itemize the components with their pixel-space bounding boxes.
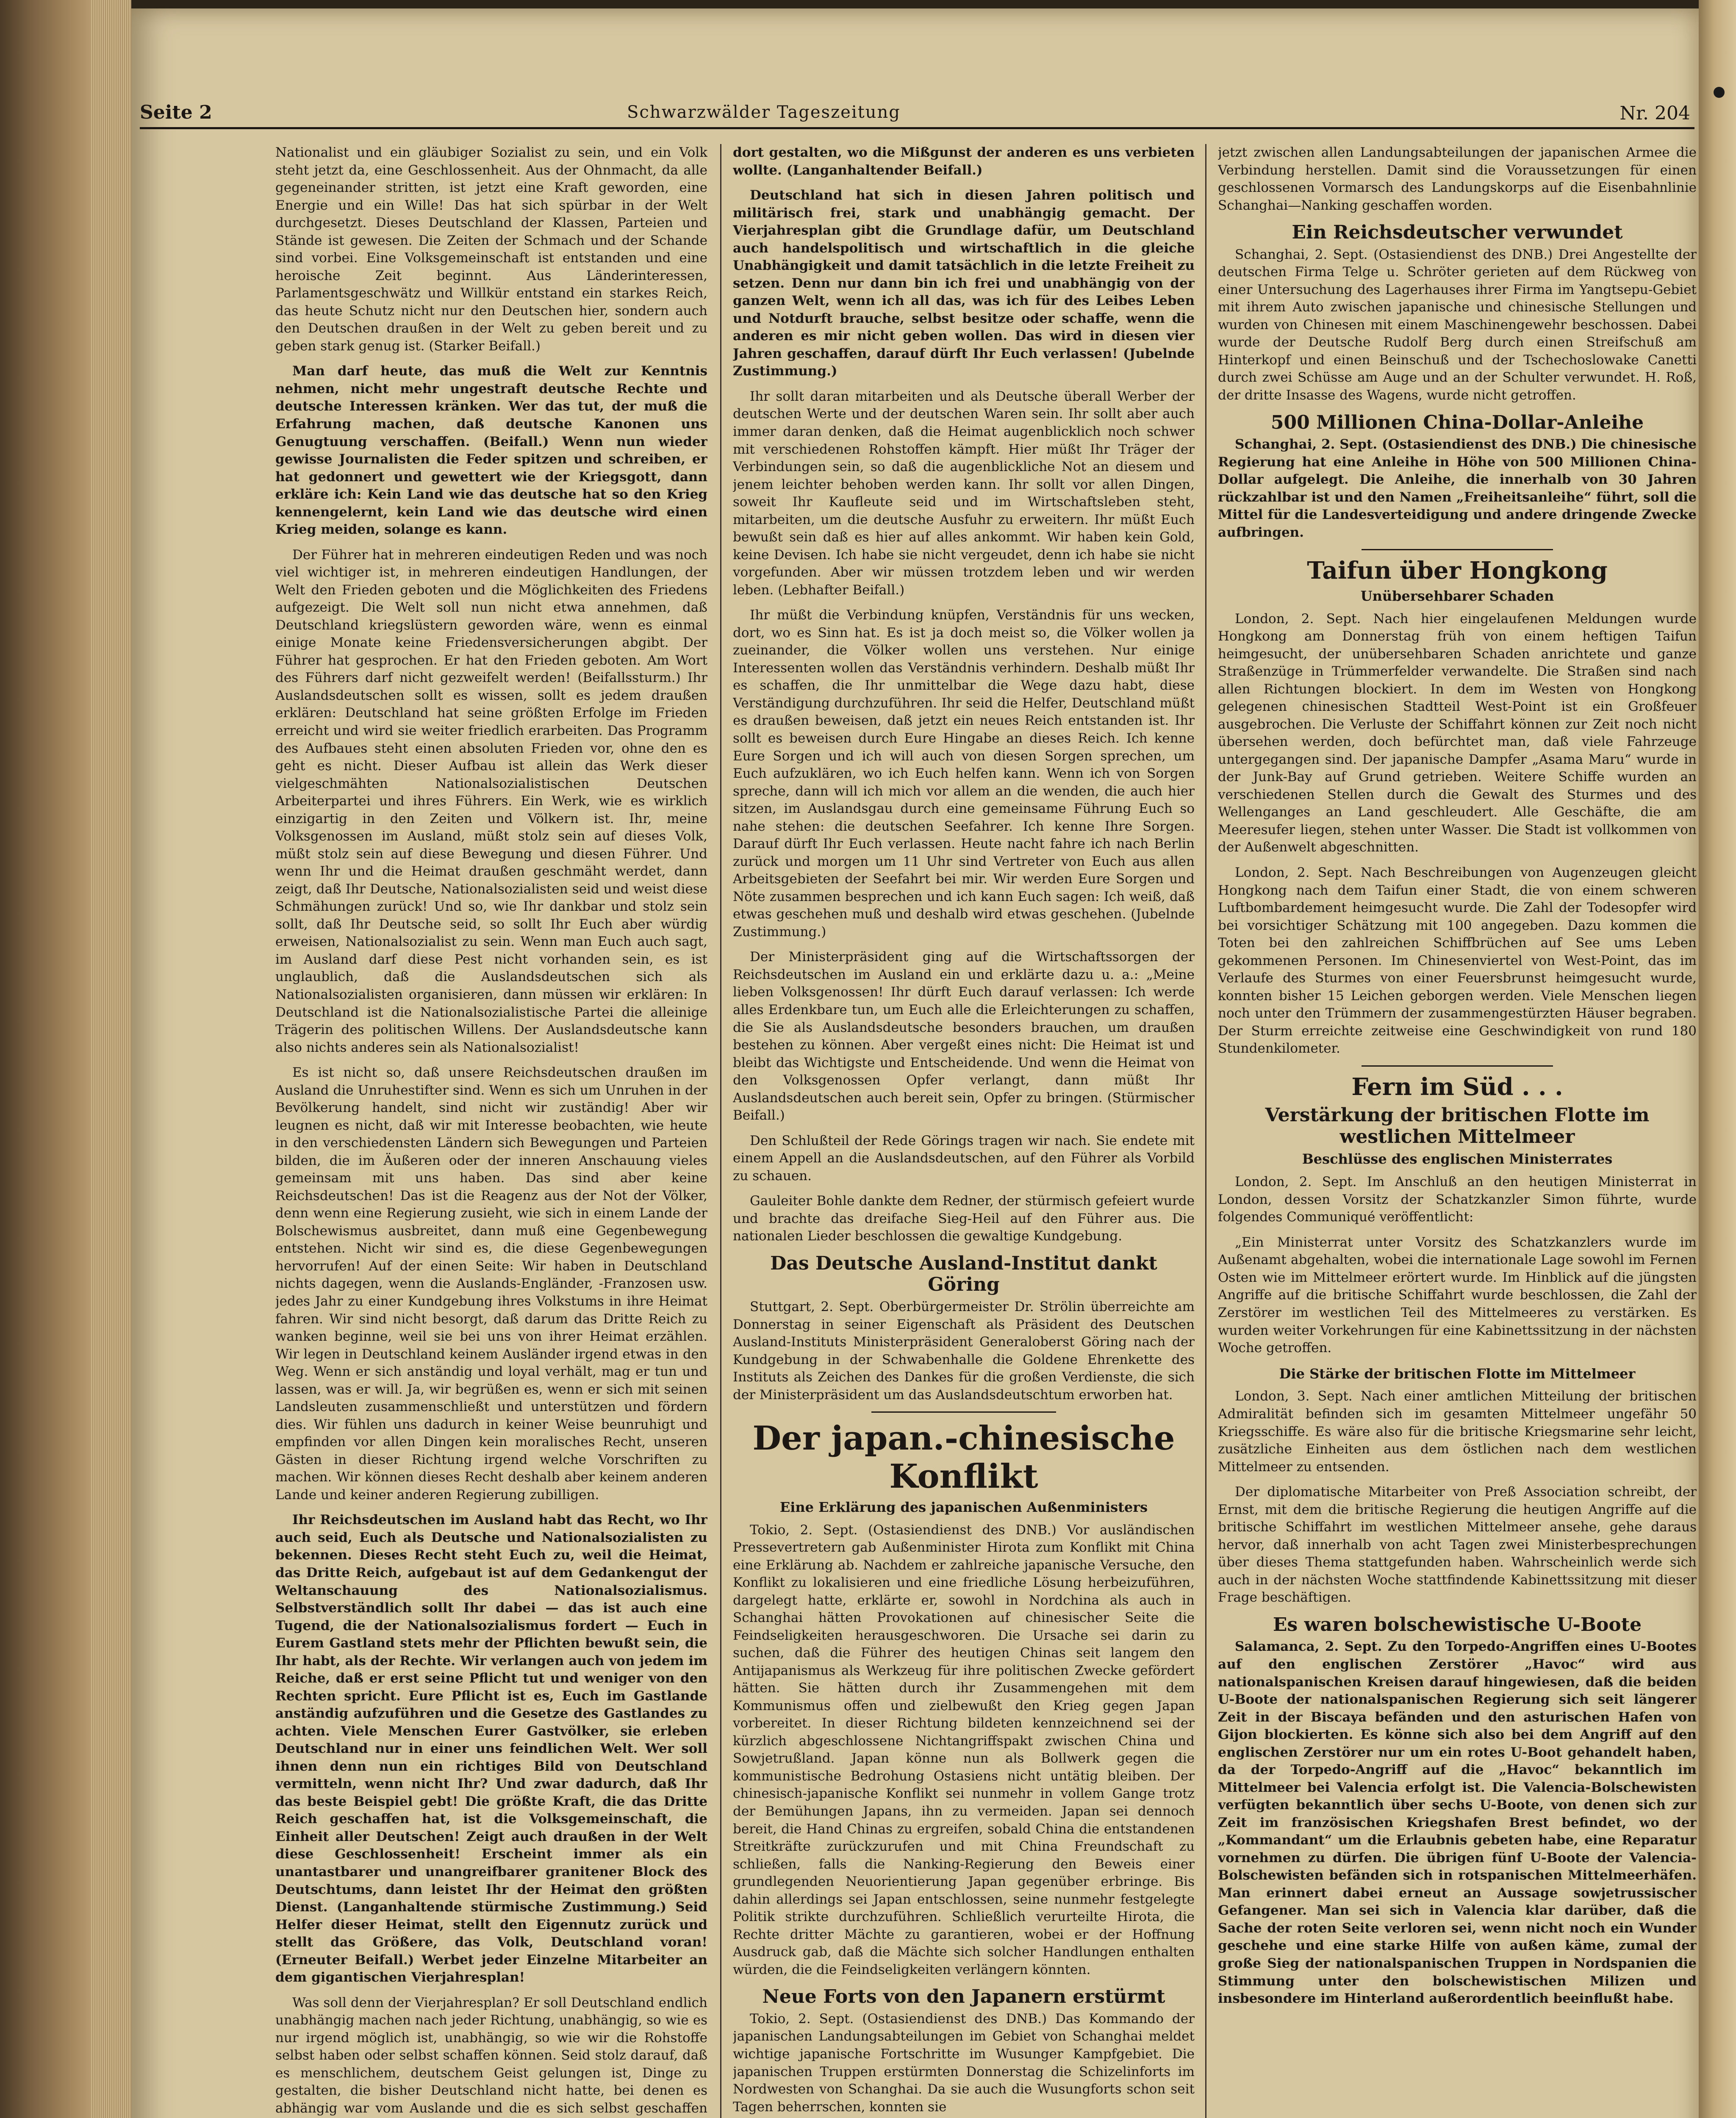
subheadline: Die Stärke der britischen Flotte im Mittelmeer [1279, 1365, 1636, 1382]
headline-taifun-hongkong: Taifun über Hongkong [1307, 557, 1608, 585]
article-paragraph: Salamanca, 2. Sept. Zu den Torpedo-Angriffen eines U-Bootes auf den englischen Zerstörer „Havoc“ wird aus nationalspanischen Kreisen darauf hingewiesen, daß die beiden U-Boote der nationalspanischen Regierung sich seit längerer Zeit in der Biscaya befänden und den asturischen Hafen von Gijon blockierten. Es könne sich also bei dem Angriff auf den englischen Zerstörer nur um ein rotes U-Boot gehandelt haben, da der Torpedo-Angriff auf die „Havoc“ bekanntlich im Mittelmeer bei Valencia erfolgt ist. Die Valencia-Bolschewisten verfügten bekanntlich über sechs U-Boote, von denen sich zur Zeit im französischen Kriegshafen Brest befindet, wo der „Kommandant“ um die Erlaubnis gebeten habe, eine Reparatur vornehmen zu dürfen. Die übrigen fünf U-Boote der Valencia-Bolschewisten befänden sich in rotspanischen Mittelmeerhäfen. Man erinnert dabei erneut an Aussage sowjetrussischer Gefangener. Man sei sich in Valencia klar darüber, daß die Sache der roten Seite verloren sei, wenn nicht noch ein Wunder geschehe und eine starke Hilfe von außen käme, zumal der große Sieg der nationalspanischen Truppen in Nordspanien die Stimmung unter den bolschewistischen Milizen und insbesondere im Hinterland außerordentlich beeinflußt habe. [1218, 1639, 1697, 2007]
page-number: Seite 2 [140, 102, 212, 123]
divider [1362, 549, 1553, 550]
headline-japan-china-conflict: Der japan.-chinesische Konflikt [752, 1419, 1175, 1496]
subheadline: Unübersehbarer Schaden [1360, 588, 1554, 604]
headline-reichsdeutscher-verwundet: Ein Reichsdeutscher verwundet [1292, 222, 1623, 244]
article-paragraph: Schanghai, 2. Sept. (Ostasiendienst des DNB.) Drei Angestellte der deutschen Firma Telge u. Schröter gerieten auf dem Rückweg von einer Untersuchung des Lagerhauses ihrer Firma im Yangtsepu-Gebiet mit ihrem Auto zwischen japanische und chinesische Stellungen und wurden von Chinesen mit einem Maschinengewehr beschossen. Dabei wurde der Deutsche Rudolf Berg durch einen Streifschuß am Hinterkopf und einen Beinschuß und der Tschechoslowake Canetti durch zwei Schüsse am Auge und an der Schulter verwundet. H. Roß, der dritte Insasse des Wagens, wurde nicht getroffen. [1218, 247, 1697, 403]
article-paragraph: Ihr Reichsdeutschen im Ausland habt das Recht, wo Ihr auch seid, Euch als Deutsche und Nationalsozialisten zu bekennen. Dieses Recht steht Euch zu, weil die Heimat, das Dritte Reich, aufgebaut ist auf dem Gedankengut der Weltanschauung des Nationalsozialismus. Selbstverständlich sollt Ihr dabei — das ist auch eine Tugend, die der Nationalsozialismus fordert — Euch in Eurem Gastland stets mehr der Pflichten bewußt sein, die Ihr habt, als der Rechte. Wir verlangen auch von jedem im Reiche, daß er erst seine Pflicht tut und weniger von den Rechten spricht. Eure Pflicht ist es, Euch im Gastlande anständig aufzuführen und die Gesetze des Gastlandes zu achten. Viele Menschen Eurer Gastvölker, sie erleben Deutschland nur in einer uns feindlichen Welt. Wer soll ihnen denn nun ein richtiges Bild von Deutschland vermitteln, wenn nicht Ihr? Und zwar dadurch, daß Ihr das beste Beispiel gebt! Die größte Kraft, die das Dritte Reich geschaffen hat, ist die Volksgemeinschaft, die Einheit aller Deutschen! Zeigt auch draußen in der Welt diese Geschlossenheit! Erscheint immer als ein unantastbarer und unangreifbarer granitener Block des Deutschtums, dann leistet Ihr der Heimat den größten Dienst. (Langanhaltende stürmische Zustimmung.) Seid Helfer dieser Heimat, stellt den Eigennutz zurück und stellt das Größere, das Volk, Deutschland voran! (Erneuter Beifall.) Werbet jeder Einzelne Mitarbeiter an dem gigantischen Vierjahresplan! [275, 1512, 707, 1985]
article-paragraph: Nationalist und ein gläubiger Sozialist zu sein, und ein Volk steht jetzt da, eine Geschlossenheit. Aus der Ohnmacht, da alle gegeneinander stritten, ist jetzt eine Kraft geworden, eine Energie und ein Wille! Das hat sich spürbar in der Welt durchgesetzt. Dieses Deutschland der Klassen, Parteien und Stände ist gewesen. Die Zeiten der Schmach und der Schande sind vorbei. Eine Volksgemeinschaft ist entstanden und eine heroische Zeit beginnt. Aus Länderinteressen, Parlamentsgeschwätz und Willkür entstand ein starkes Reich, das heute Schutz nicht nur den Deutschen hier, sondern auch den Deutschen draußen in der Welt zu geben bereit und zu geben stark genug ist. (Starker Beifall.) [275, 145, 707, 354]
page-stack-edge [91, 0, 131, 2118]
article-paragraph: London, 2. Sept. Nach Beschreibungen von Augenzeugen gleicht Hongkong nach dem Taifun einer Stadt, die von einem schweren Luftbombardement heimgesucht wurde. Die Zahl der Todesopfer wird bei vorsichtiger Schätzung mit 100 angegeben. Dazu kommen die Toten bei den zahlreichen Schiffbrüchen auf See ums Leben gekommenen Personen. Im Chinesenviertel von West-Point, das im Verlaufe des Sturmes von einer Feuersbrunst heimgesucht wurde, konnten bisher 15 Leichen geborgen werden. Viele Menschen liegen noch unter den Trümmern der zusammengestürzten Häuser begraben. Der Sturm erreichte zeitweise eine Geschwindigkeit von rund 180 Stundenkilometer. [1218, 865, 1697, 1056]
article-paragraph: „Ein Ministerrat unter Vorsitz des Schatzkanzlers wurde im Außenamt abgehalten, wobei die internationale Lage sowohl im Fernen Osten wie im Mittelmeer erörtert wurde. Im Hinblick auf die jüngsten Angriffe auf die britische Schiffahrt wurde beschlossen, die Zahl der Zerstörer im westlichen Teil des Mittelmeeres zu verstärken. Es wurden weiter Vorkehrungen für eine Kabinettssitzung in der nächsten Woche getroffen. [1218, 1234, 1697, 1356]
adjacent-page-edge [1699, 0, 1736, 2118]
headline-neue-forts: Neue Forts von den Japanern erstürmt [762, 1986, 1165, 2008]
headline-ausland-institut: Das Deutsche Ausland-Institut dankt Göring [770, 1252, 1157, 1296]
article-paragraph: London, 3. Sept. Nach einer amtlichen Mitteilung der britischen Admiralität befinden sich im gesamten Mittelmeer ungefähr 50 Kriegsschiffe. Es wäre also für die britische Kriegsmarine sehr leicht, zusätzliche Einheiten aus dem östlichen nach dem westlichen Mittelmeer zu entsenden. [1218, 1389, 1697, 1475]
page-header [140, 97, 1694, 129]
divider [1362, 1065, 1553, 1067]
article-paragraph: Ihr sollt daran mitarbeiten und als Deutsche überall Werber der deutschen Werte und der deutschen Waren sein. Ihr sollt aber auch immer daran denken, daß die Heimat augenblicklich noch schwer mit verschiedenen Rohstoffen kämpft. Hier müßt Ihr Träger der Verbindungen sein, so daß die augenblickliche Not an diesem und jenem leichter behoben werden kann. Ihr sollt vor allen Dingen, soweit Ihr Kaufleute seid und im Wirtschaftsleben steht, mitarbeiten, um die deutsche Ausfuhr zu erweitern. Ihr müßt Euch bewußt sein daß es hier auf alles ankommt. Wir haben kein Gold, keine Devisen. Ich habe sie nicht vergeudet, denn ich habe sie nicht vorgefunden. Aber wir müssen trotzdem leben und wir werden leben. (Lebhafter Beifall.) [733, 388, 1195, 598]
column-rule-2 [1205, 144, 1206, 2118]
article-paragraph: Deutschland hat sich in diesen Jahren politisch und militärisch frei, stark und unabhängig gemacht. Der Vierjahresplan gibt die Grundlage dafür, um Deutschland auch handelspolitisch und wirtschaftlich in die gleiche Unabhängigkeit und damit tatsächlich in die letzte Freiheit zu setzen. Denn nur dann bin ich frei und unabhängig von der ganzen Welt, wenn ich all das, was ich für des Leibes Leben und Notdurft brauche, selbst besitze oder schaffe, wenn die anderen es mir nicht geben wollen. Das wird in diesen vier Jahren geschaffen, darauf dürft Ihr Euch verlassen! (Jubelnde Zustimmung.) [733, 188, 1195, 379]
masthead-title: Schwarzwälder Tageszeitung [627, 103, 901, 122]
article-paragraph: Den Schlußteil der Rede Görings tragen wir nach. Sie endete mit einem Appell an die Auslandsdeutschen, auf den Führer als Vorbild zu schauen. [733, 1133, 1195, 1184]
article-paragraph: Was soll denn der Vierjahresplan? Er soll Deutschland endlich unabhängig machen nach jeder Richtung, unabhängig, so wie es nur irgend möglich ist, unabhängig, so wie wir die Rohstoffe selbst haben oder selbst schaffen können. Seid stolz darauf, daß es menschlichem, deutschem Geist gelungen ist, Dinge zu gestalten, die bisher Deutschland nicht hatte, bei denen es abhängig war vom Auslande und die es sich selbst geschaffen [275, 1995, 707, 2116]
headline-bolschewistische-u-boote: Es waren bolschewistische U-Boote [1273, 1613, 1642, 1636]
article-paragraph: Der Ministerpräsident ging auf die Wirtschaftssorgen der Reichsdeutschen im Ausland ein und erklärte dazu u. a.: „Meine lieben Volksgenossen! Ihr dürft Euch darauf verlassen: Ich werde alles Erdenkbare tun, um Euch alle die Erleichterungen zu schaffen, die Sie als Auslandsdeutsche besonders brauchen, um draußen bestehen zu können. Aber vergeßt eines nicht: Die Heimat ist und bleibt das Wichtigste und Entscheidende. Und wenn die Heimat von den Volksgenossen Opfer verlangt, dann müßt Ihr Auslandsdeutschen auch bereit sein, Opfer zu bringen. (Stürmischer Beifall.) [733, 949, 1195, 1123]
article-paragraph: Tokio, 2. Sept. (Ostasiendienst des DNB.) Vor ausländischen Pressevertretern gab Außenminister Hirota zum Konflikt mit China eine Erklärung ab. Nachdem er zahlreiche japanische Versuche, den Konflikt zu lokalisieren und eine friedliche Lösung herbeizuführen, dargelegt hatte, erklärte er, sowohl in Nordchina als auch in Schanghai hätten Provokationen auf chinesischer Seite die Feindseligkeiten herausgeschworen. Die Ursache sei darin zu suchen, daß die Führer des heutigen Chinas seit langem den Antijapanismus als Werkzeug für ihre politischen Zwecke gefördert hätten. Sie hätten durch ihr Zusammengehen mit dem Kommunismus offen und zielbewußt den Krieg gegen Japan vorbereitet. In dieser Richtung bildeten kennzeichnend sei der kürzlich abgeschlossene Nichtangriffspakt zwischen China und Sowjetrußland. Japan könne nun als Bollwerk gegen die kommunistische Bedrohung Ostasiens nicht untätig bleiben. Der chinesisch-japanische Konflikt sei nunmehr in vollem Gange trotz der Bemühungen Japans, ihn zu vermeiden. Japan sei dennoch bereit, die Hand Chinas zu ergreifen, sobald China die entstandenen Streitkräfte zurückzurufen und mit China Freundschaft zu schließen, falls die Nanking-Regierung den Beweis einer grundlegenden Neuorientierung Japan gegenüber erbringe. Bis dahin allerdings sei Japan entschlossen, seine nunmehr festgelegte Politik strikte durchzuführen. Schließlich verurteilte Hirota, die Rechte dritter Mächte zu garantieren, wobei er der Hoffnung Ausdruck gab, daß die Mächte sich solcher Handlungen enthalten würden, die die Feindseligkeiten verlängern könnten. [733, 1522, 1195, 1977]
column-1 [275, 144, 707, 2118]
article-paragraph: dort gestalten, wo die Mißgunst der anderen es uns verbieten wollte. (Langanhaltender Beifall.) [733, 145, 1195, 178]
article-paragraph: Man darf heute, das muß die Welt zur Kenntnis nehmen, nicht mehr ungestraft deutsche Rechte und deutsche Interessen kränken. Wer das tut, der muß die Erfahrung machen, daß deutsche Kanonen uns Genugtuung verschaffen. (Beifall.) Wenn nun wieder gewisse Journalisten die Feder spitzen und schreiben, er hat gedonnert und gewettert wie der Kriegsgott, dann erkläre ich: Kein Land wie das deutsche hat so den Krieg kennengelernt, kein Land wie das deutsche wird einen Krieg meiden, solange es kann. [275, 363, 707, 538]
article-paragraph: London, 2. Sept. Nach hier eingelaufenen Meldungen wurde Hongkong am Donnerstag früh von einem heftigen Taifun heimgesucht, der unübersehbaren Schaden anrichtete und ganze Straßenzüge in Trümmerfelder verwandelte. Die Straßen sind nach allen Richtungen blockiert. In dem im Westen von Hongkong gelegenen chinesischen Stadtteil West-Point ist ein Großfeuer ausgebrochen. Die Verluste der Schiffahrt können zur Zeit noch nicht übersehen werden, doch befürchtet man, daß viele Fahrzeuge untergegangen sind. Der japanische Dampfer „Asama Maru“ wurde in der Junk-Bay auf Grund getrieben. Weitere Schiffe wurden an verschiedenen Stellen durch die Gewalt des Sturmes und des Wellenganges an Land geschleudert. Alle Geschäfte, die am Meeresufer liegen, stehen unter Wasser. Die Stadt ist vollkommen von der Außenwelt abgeschnitten. [1218, 611, 1697, 855]
book-spine [0, 0, 91, 2118]
headline-britische-flotte: Verstärkung der britischen Flotte im westlichen Mittelmeer [1265, 1104, 1650, 1148]
article-paragraph: Ihr müßt die Verbindung knüpfen, Verständnis für uns wecken, dort, wo es Sinn hat. Es ist ja doch meist so, die Völker wollen ja zueinander, die Völker wollen uns verstehen. Nur einige Interessenten wollen das Verständnis verhindern. Deshalb müßt Ihr es schaffen, die Ihr unmittelbar die Wege dazu habt, diese Verständigung durchzuführen. Ihr seid die Helfer, Deutschland müßt es draußen beweisen, daß jetzt ein neues Reich entstanden ist. Ihr sollt es beweisen durch Eure Hingabe an dieses Reich. Ich kenne Eure Sorgen und ich will auch von diesen Sorgen sprechen, um Euch aufzuklären, wo ich Euch helfen kann. Wenn ich von Sorgen spreche, dann will ich mich vor allem an die wenden, die auch hier sitzen, im Auslandsgau durch eine gemeinsame Führung Euch so nahe stehen: die deutschen Seefahrer. Ich kenne Ihre Sorgen. Darauf dürft Ihr Euch verlassen. Heute nacht fahre ich nach Berlin zurück und morgen um 11 Uhr sind Vertreter von Euch aus allen Arbeitsgebieten der Seefahrt bei mir. Wir werden Eure Sorgen und Nöte zusammen besprechen und ich kann Euch sagen: Ich weiß, daß etwas geschehen muß und deshalb wird etwas geschehen. (Jubelnde Zustimmung.) [733, 607, 1195, 940]
headline-china-dollar-anleihe: 500 Millionen China-Dollar-Anleihe [1270, 411, 1644, 433]
binding-hole [1714, 87, 1725, 98]
article-paragraph: Tokio, 2. Sept. (Ostasiendienst des DNB.) Das Kommando der japanischen Landungsabteilungen im Gebiet von Schanghai meldet wichtige japanische Fortschritte im Wusunger Kampfgebiet. Die japanischen Truppen erstürmten Donnerstag die Schizelinforts im Nordwesten von Schanghai. Da sie auch die Wusungforts schon seit Tagen beherrschen, konnten sie [733, 2011, 1195, 2115]
article-paragraph: London, 2. Sept. Im Anschluß an den heutigen Ministerrat in London, dessen Vorsitz der Schatzkanzler Simon führte, wurde folgendes Communiqué veröffentlicht: [1218, 1174, 1697, 1225]
column-3 [1218, 144, 1697, 2118]
article-paragraph: Es ist nicht so, daß unsere Reichsdeutschen draußen im Ausland die Unruhestifter sind. Wenn es sich um Unruhen in der Bevölkerung handelt, sind nicht wir zuständig! Aber wir leugnen es nicht, daß wir mit Interesse beobachten, wie heute in den verschiedensten Ländern sich Bewegungen und Parteien bilden, die im Äußeren oder der inneren Anschauung vieles gemeinsam mit uns haben. Das sind aber keine Reichsdeutschen! Das ist die Reagenz aus der Not der Völker, denn wenn eine Regierung zusieht, wie sich in einem Lande der Bolschewismus ausbreitet, dann muß eine Gegenbewegung entstehen. Nicht wir sind es, die diese Gegenbewegungen hervorrufen! Auf der einen Seite: Wir haben in Deutschland nichts dagegen, wenn die Auslands-Engländer, -Franzosen usw. jedes Jahr zu einer Kundgebung ihres Volkstums in ihre Heimat fahren. Wir sind nicht besorgt, daß darum das Dritte Reich zu wanken beginne, weil sie bei uns von ihrer Heimat erzählen. Wir legen in Deutschland keinem Ausländer irgend etwas in den Weg. Wenn er sich anständig und loyal verhält, mag er tun und lassen, was er will. Ja, wir begrüßen es, wenn er sich mit seinen Landsleuten zusammenschließt und unterstützen und fördern dies. Wir fühlen uns dadurch in keiner Weise beunruhigt und empfinden vor allen Dingen kein moralisches Recht, unseren Gästen in dieser Richtung irgend welche Vorschriften zu machen. Wir können dieses Recht deshalb aber keinem anderen Lande und keiner anderen Regierung zubilligen. [275, 1065, 707, 1503]
article-paragraph: Gauleiter Bohle dankte dem Redner, der stürmisch gefeiert wurde und brachte das dreifache Sieg-Heil auf den Führer aus. Die nationalen Lieder beschlossen die gewaltige Kundgebung. [733, 1193, 1195, 1244]
article-paragraph: jetzt zwischen allen Landungsabteilungen der japanischen Armee die Verbindung herstellen. Damit sind die Voraussetzungen für einen geschlossenen Vormarsch des Landungskorps auf die Eisenbahnlinie Schanghai—Nanking geschaffen worden. [1218, 145, 1697, 213]
article-paragraph: Schanghai, 2. Sept. (Ostasiendienst des DNB.) Die chinesische Regierung hat eine Anleihe in Höhe von 500 Millionen China-Dollar aufgelegt. Die Anleihe, die innerhalb von 30 Jahren rückzahlbar ist und den Namen „Freiheitsanleihe“ führt, soll die Mittel für die Landesverteidigung und andere dringende Zwecke aufbringen. [1218, 437, 1697, 540]
issue-number: Nr. 204 [1620, 103, 1690, 124]
column-rule-1 [720, 144, 721, 2118]
headline-fern-im-sued: Fern im Süd . . . [1351, 1073, 1563, 1101]
article-paragraph: Der diplomatische Mitarbeiter von Preß Association schreibt, der Ernst, mit dem die britische Regierung die heutigen Angriffe auf die britische Schiffahrt im westlichen Mittelmeer ansehe, gehe daraus hervor, daß innerhalb von acht Tagen zwei Ministerbesprechungen über dieses Thema stattgefunden haben. Wahrscheinlich werde sich auch in der nächsten Woche stattfindende Kabinettssitzung mit dieser Frage beschäftigen. [1218, 1484, 1697, 1605]
subheadline: Eine Erklärung des japanischen Außenministers [779, 1499, 1148, 1515]
column-2 [733, 144, 1195, 2118]
article-paragraph: Stuttgart, 2. Sept. Oberbürgermeister Dr. Strölin überreichte am Donnerstag in seiner Eigenschaft als Präsident des Deutschen Ausland-Instituts Ministerpräsident Generaloberst Göring nach der Kundgebung in der Schwabenhalle die Goldene Ehrenkette des Instituts als Zeichen des Dankes für die großen Verdienste, die sich der Ministerpräsident um das Auslandsdeutschtum erworben hat. [733, 1299, 1195, 1403]
divider [871, 1411, 1056, 1413]
subheadline: Beschlüsse des englischen Ministerrates [1302, 1151, 1613, 1167]
article-paragraph: Der Führer hat in mehreren eindeutigen Reden und was noch viel wichtiger ist, in mehreren eindeutigen Handlungen, der Welt den Frieden geboten und die Möglichkeiten des Friedens aufgezeigt. Die Welt soll nun nicht etwa annehmen, daß Deutschland kriegslüstern geworden wäre, wenn es einmal einige Monate keine Friedensversicherungen abgibt. Der Führer hat gesprochen. Er hat den Frieden geboten. Am Wort des Führers darf nicht gezweifelt werden! (Beifallssturm.) Ihr Auslandsdeutschen sollt es wissen, sollt es jedem draußen erklären: Deutschland hat seine größten Erfolge im Frieden erreicht und wird sie weiter friedlich erarbeiten. Das Programm des Aufbaues steht einen absoluten Frieden vor, ohne den es geht es nicht. Dieser Aufbau ist allein das Werk dieser vielgeschmähten Nationalsozialistischen Deutschen Arbeiterpartei und ihres Führers. Ein Werk, wie es wirklich einzigartig in den Zeiten und Völkern ist. Ihr, meine Volksgenossen im Ausland, müßt stolz sein auf dieses Volk, müßt stolz sein auf diese Bewegung und diesen Führer. Und wenn Ihr und die Heimat draußen geschmäht werdet, dann zeigt, daß Ihr Deutsche, Nationalsozialisten seid und weist diese Schmähungen zurück! Und so, wie Ihr dankbar und stolz sein sollt, daß Ihr Deutsche seid, so sollt Ihr Euch aber würdig erweisen, Nationalsozialist zu sein. Wenn man Euch auch sagt, im Ausland darf diese Pest nicht vorhanden sein, es ist unglaublich, daß die Auslandsdeutschen sich als Nationalsozialisten organisieren, dann müssen wir erklären: In Deutschland ist die Nationalsozialistische Partei die alleinige Trägerin des politischen Willens. Der Auslandsdeutsche kann also nichts anderes sein als Nationalsozialist! [275, 547, 707, 1055]
